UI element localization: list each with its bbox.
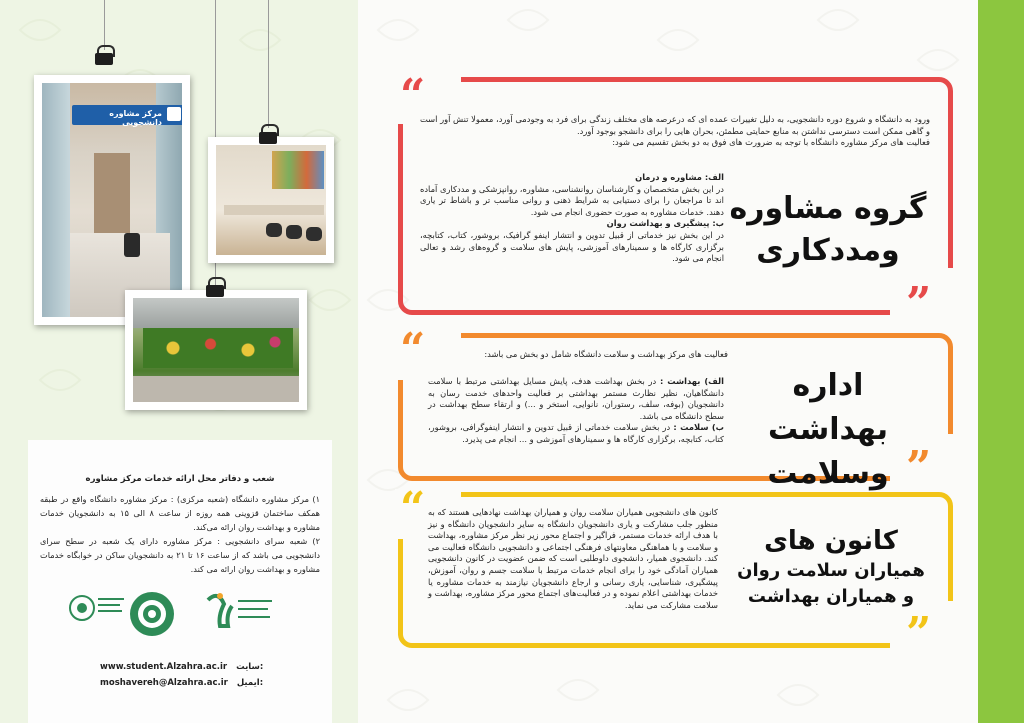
health-title-line-1: اداره بهداشت xyxy=(768,368,888,447)
left-panel xyxy=(0,0,358,723)
health-title xyxy=(728,364,928,496)
green-edge-strip xyxy=(978,0,1024,723)
email-label: ایمیل: xyxy=(236,678,264,688)
open-quote-mark: “ xyxy=(400,70,426,121)
counseling-intro xyxy=(420,114,930,149)
peer-helpers-title-line-2: همیاران سلامت روان xyxy=(737,560,925,581)
binder-clip xyxy=(204,277,226,297)
counseling-part-b-text: در این بخش نیز خدماتی از قبیل تدوین و انتشار اینفو گرافیک، بروشور، کتاب، کتابچه، برگزاری کارگاه ها و سمینارهای آموزشی، پایش های سلامت و گروه‌های رشد و تعالی انجام می شود. xyxy=(420,229,724,264)
hanging-string xyxy=(268,0,269,128)
right-panel xyxy=(358,0,978,723)
branch-item-2: ۲) شعبه سرای دانشجویی : مرکز مشاوره دارای یک شعبه در سطح سرای دانشجویی می باشد که از ساعت ۱۶ تا ۲۱ به دانشجویان ساکن در خوابگاه خدمات مشاوره و بهداشت روان ارائه می کند. xyxy=(40,536,320,574)
branches-title: شعب و دفاتر محل ارائه خدمات مرکز مشاوره xyxy=(85,474,275,484)
counseling-intro-text: ورود به دانشگاه و شروع دوره دانشجویی، به دلیل تغییرات عمده ای که درعرصه های مختلف زندگی برای فرد به وجودمی آورد، معمولا تنش آور است و گاهی ممکن است دسترسی نداشتن به منابع حمایتی مطمئن، بحران هایی را برای دانشجو بوجود آورد. xyxy=(420,114,930,136)
close-quote-mark: ” xyxy=(906,442,932,493)
peer-helpers-title xyxy=(726,524,936,610)
peer-helpers-text xyxy=(428,507,718,611)
hanging-string xyxy=(104,0,105,50)
counseling-parts xyxy=(420,172,724,265)
counseling-intro-text-2: فعالیت های مرکز مشاوره دانشگاه با توجه به ضرورت های فوق به دو بخش تقسیم می شود: xyxy=(612,137,930,148)
peer-helpers-title-line-1: کانون های xyxy=(764,526,898,556)
counseling-part-b-head: ب: پیشگیری و بهداشت روان xyxy=(606,218,724,229)
university-logo xyxy=(198,590,278,640)
health-part-b-text: در بخش سلامت خدماتی از قبیل تدوین و انتشار اینفوگرافی، بروشور، کتاب، کتابچه، برگزاری کارگاه ها و سمینارهای آموزشی و ... انجام می پذیرد. xyxy=(428,422,724,444)
counseling-title xyxy=(728,188,928,272)
counseling-title-line-2: ومددکاری xyxy=(756,233,900,268)
site-link[interactable]: www.student.Alzahra.ac.ir xyxy=(100,662,228,672)
counseling-part-a-head: الف: مشاوره و درمان xyxy=(635,172,724,182)
photo-waiting-room xyxy=(208,137,334,263)
health-part-a-head: الف) بهداشت : xyxy=(659,376,724,386)
close-quote-mark: ” xyxy=(906,608,932,659)
binder-clip xyxy=(93,45,115,65)
health-part-a-text: در بخش بهداشت هدف، پایش مسایل بهداشتی مرتبط با سلامت دانشگاهیان، نظیر نظارت مستمر بهداشتی بر فعالیت واحدهای خدمت رسان به دانشجویان (بوفه، سلف، رستوران، نانوایی، استخر و ...) و ارتقاء سطح بهداشت در سطح دانشگاه می باشد. xyxy=(428,376,724,421)
health-intro-text: فعالیت های مرکز بهداشت و سلامت دانشگاه شامل دو بخش می باشد: xyxy=(484,349,728,359)
office-sign xyxy=(72,105,182,125)
close-quote-mark: ” xyxy=(906,278,932,329)
branches-info-box xyxy=(28,440,332,723)
health-title-line-2: وسلامت xyxy=(767,456,889,491)
open-quote-mark: “ xyxy=(400,483,426,534)
open-quote-mark: “ xyxy=(400,324,426,375)
photo-counseling-office xyxy=(34,75,190,325)
office-sign-text: مرکز مشاوره دانشجویی xyxy=(109,109,162,127)
peer-helpers-paragraph: کانون های دانشجویی همیاران سلامت روان و همیاران بهداشت نهادهایی هستند که به منظور جلب مشارکت و یاری دانشجویان دانشگاه به سایر دانشجویان دانشگاه و نیز با هدف ارائه خدمات مستمر، فراگیر و اجتماع محور زیر نظر مرکز مشاوره، بهداشت و سلامت و با هماهنگی معاونتهای فرهنگی اجتماعی و دانشجویی دانشگاه فعالیت می کند. دانشجوی همیار، دانشجوی داوطلبی است که ضمن عضویت در کانون دانشجویی همیاران آمادگی خود را برای انجام خدمات مرتبط با سلامت جسم و روان، آموزش، پیشگیری، شناسایی، یاری رسانی و ارجاع دانشجویان نیازمند به خدمات مشاوره یا خدمات بهداشتی اعلام نموده و در فعالیت‌های اجتماع محور مرکز مشاوره، بهداشت و سلامت مشارکت می نماید. xyxy=(428,507,718,610)
email-link[interactable]: moshavereh@Alzahra.ac.ir xyxy=(100,678,228,688)
binder-clip xyxy=(257,124,279,144)
counseling-title-line-1: گروه مشاوره xyxy=(729,191,927,226)
email-row xyxy=(100,678,263,688)
branch-item-1: ۱) مرکز مشاوره دانشگاه (شعبه مرکزی) : مرکز مشاوره دانشگاه واقع در طبقه همکف ساختمان قزوینی همه روزه از ساعت ۸ الی ۱۵ به دانشجویان خدمات مشاوره و بهداشت روان ارائه می‌کند. xyxy=(40,494,320,532)
peer-helpers-title-line-3: و همیاران بهداشت xyxy=(747,586,915,607)
health-parts xyxy=(428,376,724,446)
photo-garden xyxy=(125,290,307,410)
counseling-part-a-text: در این بخش متخصصان و کارشناسان روانشناسی، مشاوره، روانپزشکی و مددکاری آماده اند تا مراجعان را برای دستیابی به شرایط ذهنی و روانی مناسب تر و باشاط تر یاری دهند. خدمات مشاوره به صورت حضوری انجام می شود. xyxy=(420,183,724,217)
rosette-logo xyxy=(126,588,178,640)
counseling-center-logo xyxy=(68,592,128,638)
site-label: سایت: xyxy=(236,662,264,672)
health-intro xyxy=(428,349,728,361)
branches-text xyxy=(40,492,320,576)
site-row xyxy=(100,662,263,672)
health-part-b-head: ب) سلامت : xyxy=(673,422,724,433)
